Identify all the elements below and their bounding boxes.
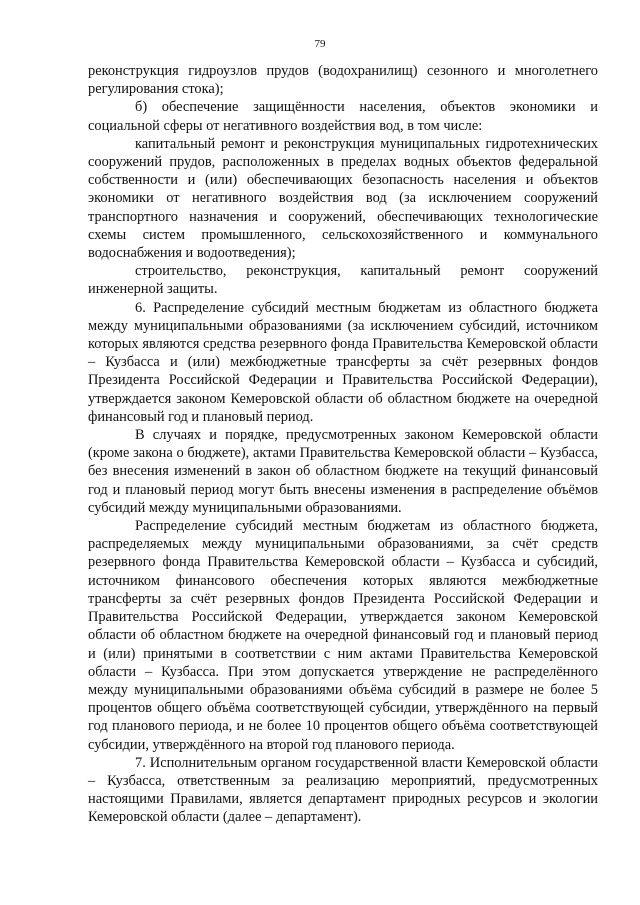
paragraph-reconstruction-hydro: реконструкция гидроузлов прудов (водохранилищ) сезонного и многолетнего регулирования стока);: [88, 63, 598, 98]
paragraph-cases-and-order: В случаях и порядке, предусмотренных законом Кемеровской области (кроме закона о бюджете), актами Правительства Кемеровской области – Кузбасса, без внесения изменений в закон об областном бюджете на текущий финансовый год и плановый период могут быть внесены изменения в распределение объёмов субсидий между муниципальными образованиями.: [88, 427, 598, 516]
paragraph-item-b: б) обеспечение защищённости населения, объектов экономики и социальной сферы от негативного воздействия вод, в том числе:: [88, 99, 598, 134]
page-number: 79: [314, 38, 326, 50]
document-body: [88, 62, 598, 827]
paragraph-item-7: 7. Исполнительным органом государственной власти Кемеровской области – Кузбасса, ответственным за реализацию мероприятий, предусмотренных настоящими Правилами, является департамент природных ресурсов и экологии Кемеровской области (далее – департамент).: [88, 754, 598, 826]
paragraph-item-6: 6. Распределение субсидий местным бюджетам из областного бюджета между муниципальными образованиями (за исключением субсидий, источником которых являются средства резервного фонда Правительства Кемеровской области – Кузбасса и (или) межбюджетные трансферты за счёт резервных фондов Президента Российской Федерации и Правительства Российской Федерации), утверждается законом Кемеровской области об областном бюджете на очередной финансовый год и плановый период.: [88, 299, 598, 425]
paragraph-construction: строительство, реконструкция, капитальный ремонт сооружений инженерной защиты.: [88, 263, 598, 298]
paragraph-capital-repair: капитальный ремонт и реконструкция муниципальных гидротехнических сооружений прудов, расположенных в пределах водных объектов федеральной собственности и (или) обеспечивающих безопасность населения и объектов экономики от негативного воздействия вод (за исключением сооружений транспортного назначения и сооружений, обеспечивающих технологические схемы систем промышленного, сельскохозяйственного и коммунального водоснабжения и водоотведения);: [88, 135, 598, 262]
paragraph-subsidy-distribution: Распределение субсидий местным бюджетам из областного бюджета, распределяемых между муниципальными образованиями, за счёт средств резервного фонда Правительства Кемеровской области – Кузбасса и субсидий, источником финансового обеспечения которых являются межбюджетные трансферты за счёт резервных фондов Президента Российской Федерации и Правительства Российской Федерации, утверждается законом Кемеровской области об областном бюджете на очередной финансовый год и плановый период и (или) принятыми в соответствии с ним актами Правительства Кемеровской области – Кузбасса. При этом допускается утверждение не распределённого между муниципальными образованиями объёма субсидий в размере не более 5 процентов общего объёма соответствующей субсидии, утверждённого на первый год планового периода, и не более 10 процентов общего объёма соответствующей субсидии, утверждённого на второй год планового периода.: [88, 518, 598, 753]
